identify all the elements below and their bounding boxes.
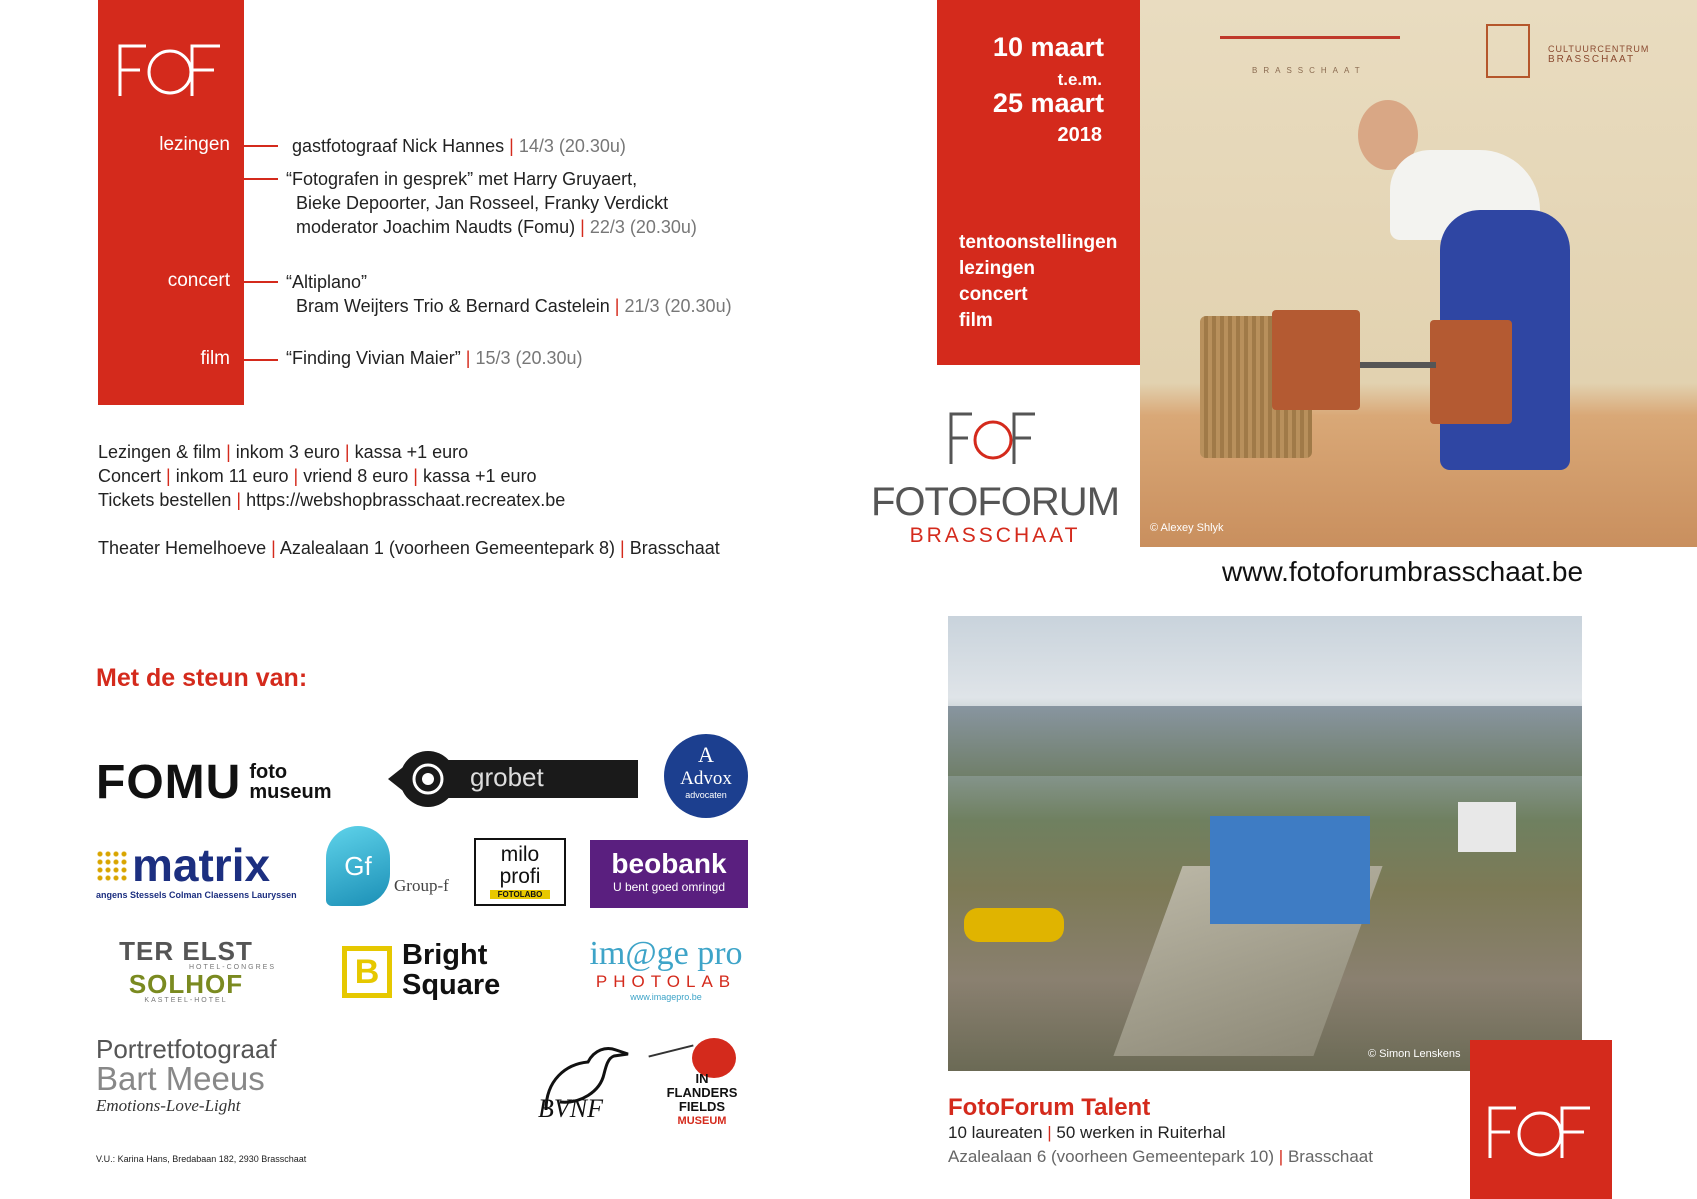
white-truck: [1458, 802, 1516, 852]
fof-logo-bottom-block: [1470, 1040, 1612, 1199]
talent-line2: Azalealaan 6 (voorheen Gemeentepark 10) | Brasschaat: [948, 1147, 1373, 1166]
fotoforum-name: FOTOFORUM: [871, 480, 1120, 524]
photo-credit-1: © Alexey Shlyk: [1150, 522, 1224, 534]
mountains: [948, 706, 1582, 776]
matrix-logo: matrix angens Stessels Colman Claessens Lauryssen: [96, 839, 297, 900]
venue-line: Theater Hemelhoeve | Azalealaan 1 (voorheen Gemeentepark 8) | Brasschaat: [98, 538, 720, 558]
connector-line: [240, 359, 278, 361]
fof-logo-top-left: [116, 40, 226, 100]
sponsors-heading: Met de steun van:: [96, 664, 308, 692]
event-categories: tentoonstellingen lezingen concert film: [959, 232, 1118, 331]
pricing-lezingen: Lezingen & film | inkom 3 euro | kassa +1 euro: [98, 442, 469, 462]
fof-logo-icon: [116, 40, 226, 100]
date-year: 2018: [1057, 124, 1102, 146]
program-item-altiplano: “Altiplano” Bram Weijters Trio & Bernard Castelein | 21/3 (20.30u): [286, 272, 732, 316]
label-film: film: [200, 348, 230, 369]
bart-meeus-logo: Portretfotograaf Bart Meeus Emotions-Love-Light: [96, 1034, 277, 1115]
program-item-nick-hannes: gastfotograaf Nick Hannes | 14/3 (20.30u): [292, 136, 626, 156]
date-tem: t.e.m.: [1057, 70, 1102, 89]
talent-title: FotoForum Talent: [948, 1094, 1151, 1121]
website-link[interactable]: www.fotoforumbrasschaat.be: [1222, 556, 1584, 587]
dumbbell-bar: [1360, 362, 1436, 368]
terelst-solhof-logo: TER ELST HOTEL-CONGRES SOLHOF KASTEEL-HOTEL: [119, 936, 276, 1004]
connector-line: [240, 145, 278, 147]
matrix-dots-icon: [96, 850, 128, 882]
brick-weight-left: [1272, 310, 1360, 410]
program-item-vivian-maier: “Finding Vivian Maier” | 15/3 (20.30u): [286, 348, 583, 368]
barbed-wire-icon: [648, 1044, 693, 1057]
bright-square-mark-icon: B: [342, 946, 392, 998]
event-date-block: [937, 0, 1140, 365]
fof-logo-icon: [1486, 1102, 1596, 1162]
label-lezingen: lezingen: [159, 134, 230, 155]
blue-truck: [1210, 816, 1370, 924]
connector-line: [240, 178, 278, 180]
advox-logo: A Advox advocaten: [664, 734, 748, 818]
brasschaat-name: BRASSCHAAT: [909, 524, 1081, 547]
fof-logo-main: [948, 410, 1038, 466]
beobank-logo: beobank U bent goed omringd: [590, 840, 748, 908]
imagepro-logo: im@ge pro PHOTOLAB www.imagepro.be: [589, 935, 743, 1002]
grobet-logo: grobet: [388, 748, 638, 810]
photo-landscape-truck: [948, 616, 1582, 1071]
brasschaat-signature-logo: [1220, 36, 1400, 39]
label-concert: concert: [167, 270, 230, 291]
talent-line1: 10 laureaten | 50 werken in Ruiterhal: [948, 1123, 1226, 1142]
groupf-mark-icon: Gf: [326, 826, 390, 906]
bright-square-logo: B Bright Square: [340, 938, 520, 1004]
tickets-line: Tickets bestellen | https://webshopbrasschaat.recreatex.be: [98, 490, 566, 510]
brick-weight-right: [1430, 320, 1512, 424]
vu-line: V.U.: Karina Hans, Bredabaan 182, 2930 Brasschaat: [96, 1154, 307, 1164]
cultuurcentrum-icon: [1486, 24, 1530, 78]
brasschaat-logo-text: BRASSCHAAT: [1252, 66, 1366, 75]
photo-credit-2: © Simon Lenskens: [1368, 1048, 1461, 1060]
date-to: 25 maart: [992, 88, 1104, 118]
motorcycle: [964, 908, 1064, 942]
pricing-concert: Concert | inkom 11 euro | vriend 8 euro | kassa +1 euro: [98, 466, 537, 486]
bvnf-logo: BVNF: [536, 1040, 632, 1124]
photo-man-bricks: [1140, 0, 1697, 547]
date-from: 10 maart: [992, 32, 1104, 62]
tickets-link[interactable]: https://webshopbrasschaat.recreatex.be: [246, 490, 566, 510]
fomu-logo: FOMU foto museum: [96, 755, 332, 809]
groupf-logo: Gf Group-f: [326, 826, 460, 906]
connector-line: [240, 281, 278, 283]
milo-profi-logo: milo profi FOTOLABO: [474, 838, 566, 906]
fof-logo-icon: [948, 410, 1038, 466]
cultuurcentrum-logo-text: CULTUURCENTRUM BRASSCHAAT: [1548, 44, 1650, 65]
program-item-fotografen: “Fotografen in gesprek” met Harry Gruyaert, Bieke Depoorter, Jan Rosseel, Franky Verdickt moderator Joachim Naudts (Fomu) | 22/3 (20.30u): [286, 169, 697, 237]
in-flanders-fields-logo: IN FLANDERS FIELDS MUSEUM: [648, 1036, 752, 1130]
